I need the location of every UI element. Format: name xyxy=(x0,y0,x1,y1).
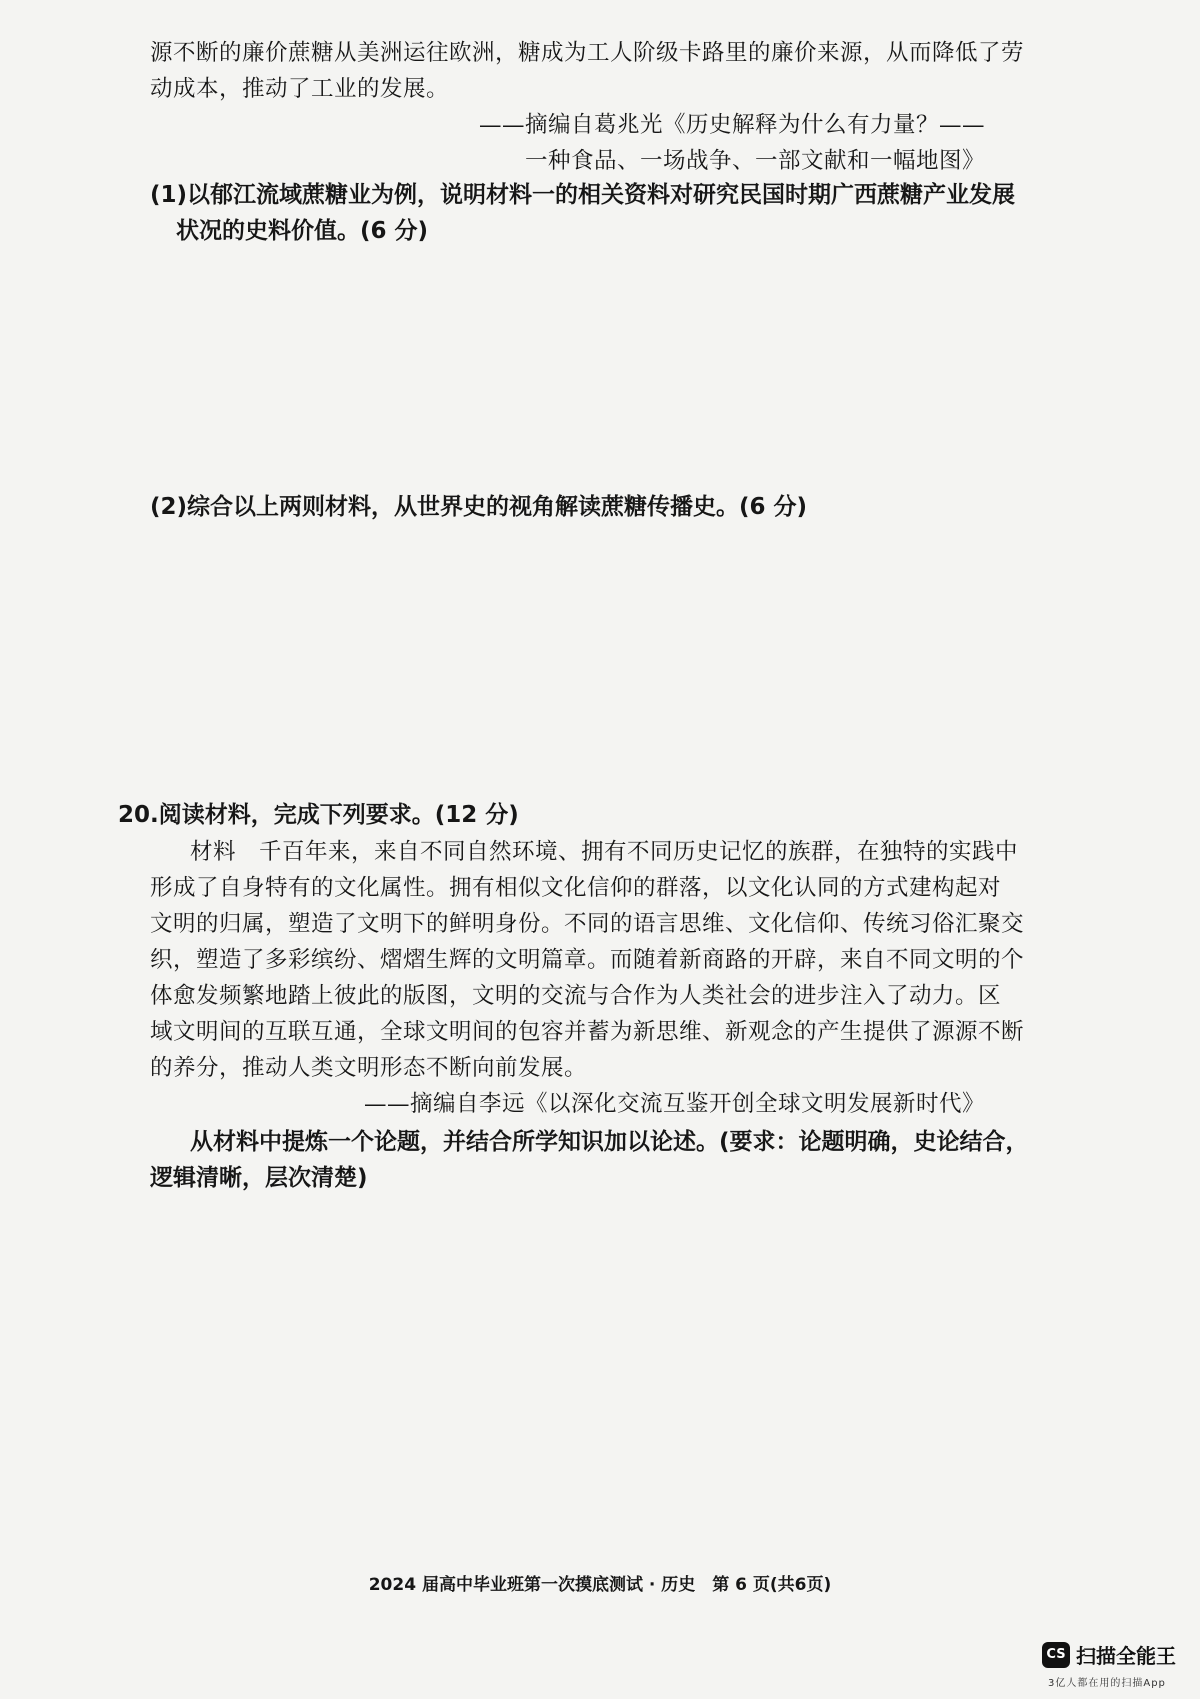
material-line-4: 织，塑造了多彩缤纷、熠熠生辉的文明篇章。而随着新商路的开辟，来自不同文明的个 xyxy=(150,947,1025,973)
material-source: ——摘编自李远《以深化交流互鉴开创全球文明发展新时代》 xyxy=(363,1091,985,1117)
material-line-7: 的养分，推动人类文明形态不断向前发展。 xyxy=(150,1055,588,1081)
material-line-2: 形成了自身特有的文化属性。拥有相似文化信仰的群落，以文化认同的方式建构起对 xyxy=(150,875,1002,901)
scanner-tagline: 3亿人都在用的扫描App xyxy=(1048,1678,1166,1689)
task-line-1: 从材料中提炼一个论题，并结合所学知识加以论述。(要求：论题明确，史论结合， xyxy=(190,1129,1029,1155)
page-footer: 2024 届高中毕业班第一次摸底测试 · 历史 第 6 页(共6页) xyxy=(368,1575,832,1595)
question-20-heading: 20.阅读材料，完成下列要求。(12 分) xyxy=(118,802,519,828)
material-line-5: 体愈发频繁地踏上彼此的版图，文明的交流与合作为人类社会的进步注入了动力。区 xyxy=(150,983,1002,1009)
excerpt-source-2: 一种食品、一场战争、一部文献和一幅地图》 xyxy=(524,148,985,174)
task-line-2: 逻辑清晰，层次清楚) xyxy=(150,1165,368,1191)
material-line-1: 材料 千百年来，来自不同自然环境、拥有不同历史记忆的族群，在独特的实践中 xyxy=(190,839,1019,865)
question-2: (2)综合以上两则材料，从世界史的视角解读蔗糖传播史。(6 分) xyxy=(150,494,808,520)
material-line-6: 域文明间的互联互通，全球文明间的包容并蓄为新思维、新观念的产生提供了源源不断 xyxy=(150,1019,1025,1045)
material-line-3: 文明的归属，塑造了文明下的鲜明身份。不同的语言思维、文化信仰、传统习俗汇聚交 xyxy=(150,911,1025,937)
excerpt-line-1: 源不断的廉价蔗糖从美洲运往欧洲，糖成为工人阶级卡路里的廉价来源，从而降低了劳 xyxy=(150,40,1025,66)
excerpt-line-2: 动成本，推动了工业的发展。 xyxy=(150,76,450,102)
question-1-line-1: (1)以郁江流域蔗糖业为例，说明材料一的相关资料对研究民国时期广西蔗糖产业发展 xyxy=(150,182,1016,208)
question-1-line-2: 状况的史料价值。(6 分) xyxy=(176,218,429,244)
scanner-name: 扫描全能王 xyxy=(1076,1644,1176,1668)
scanner-logo-icon: CS xyxy=(1042,1642,1070,1668)
scanner-watermark xyxy=(1042,1640,1176,1669)
excerpt-source-1: ——摘编自葛兆光《历史解释为什么有力量？—— xyxy=(478,112,985,138)
